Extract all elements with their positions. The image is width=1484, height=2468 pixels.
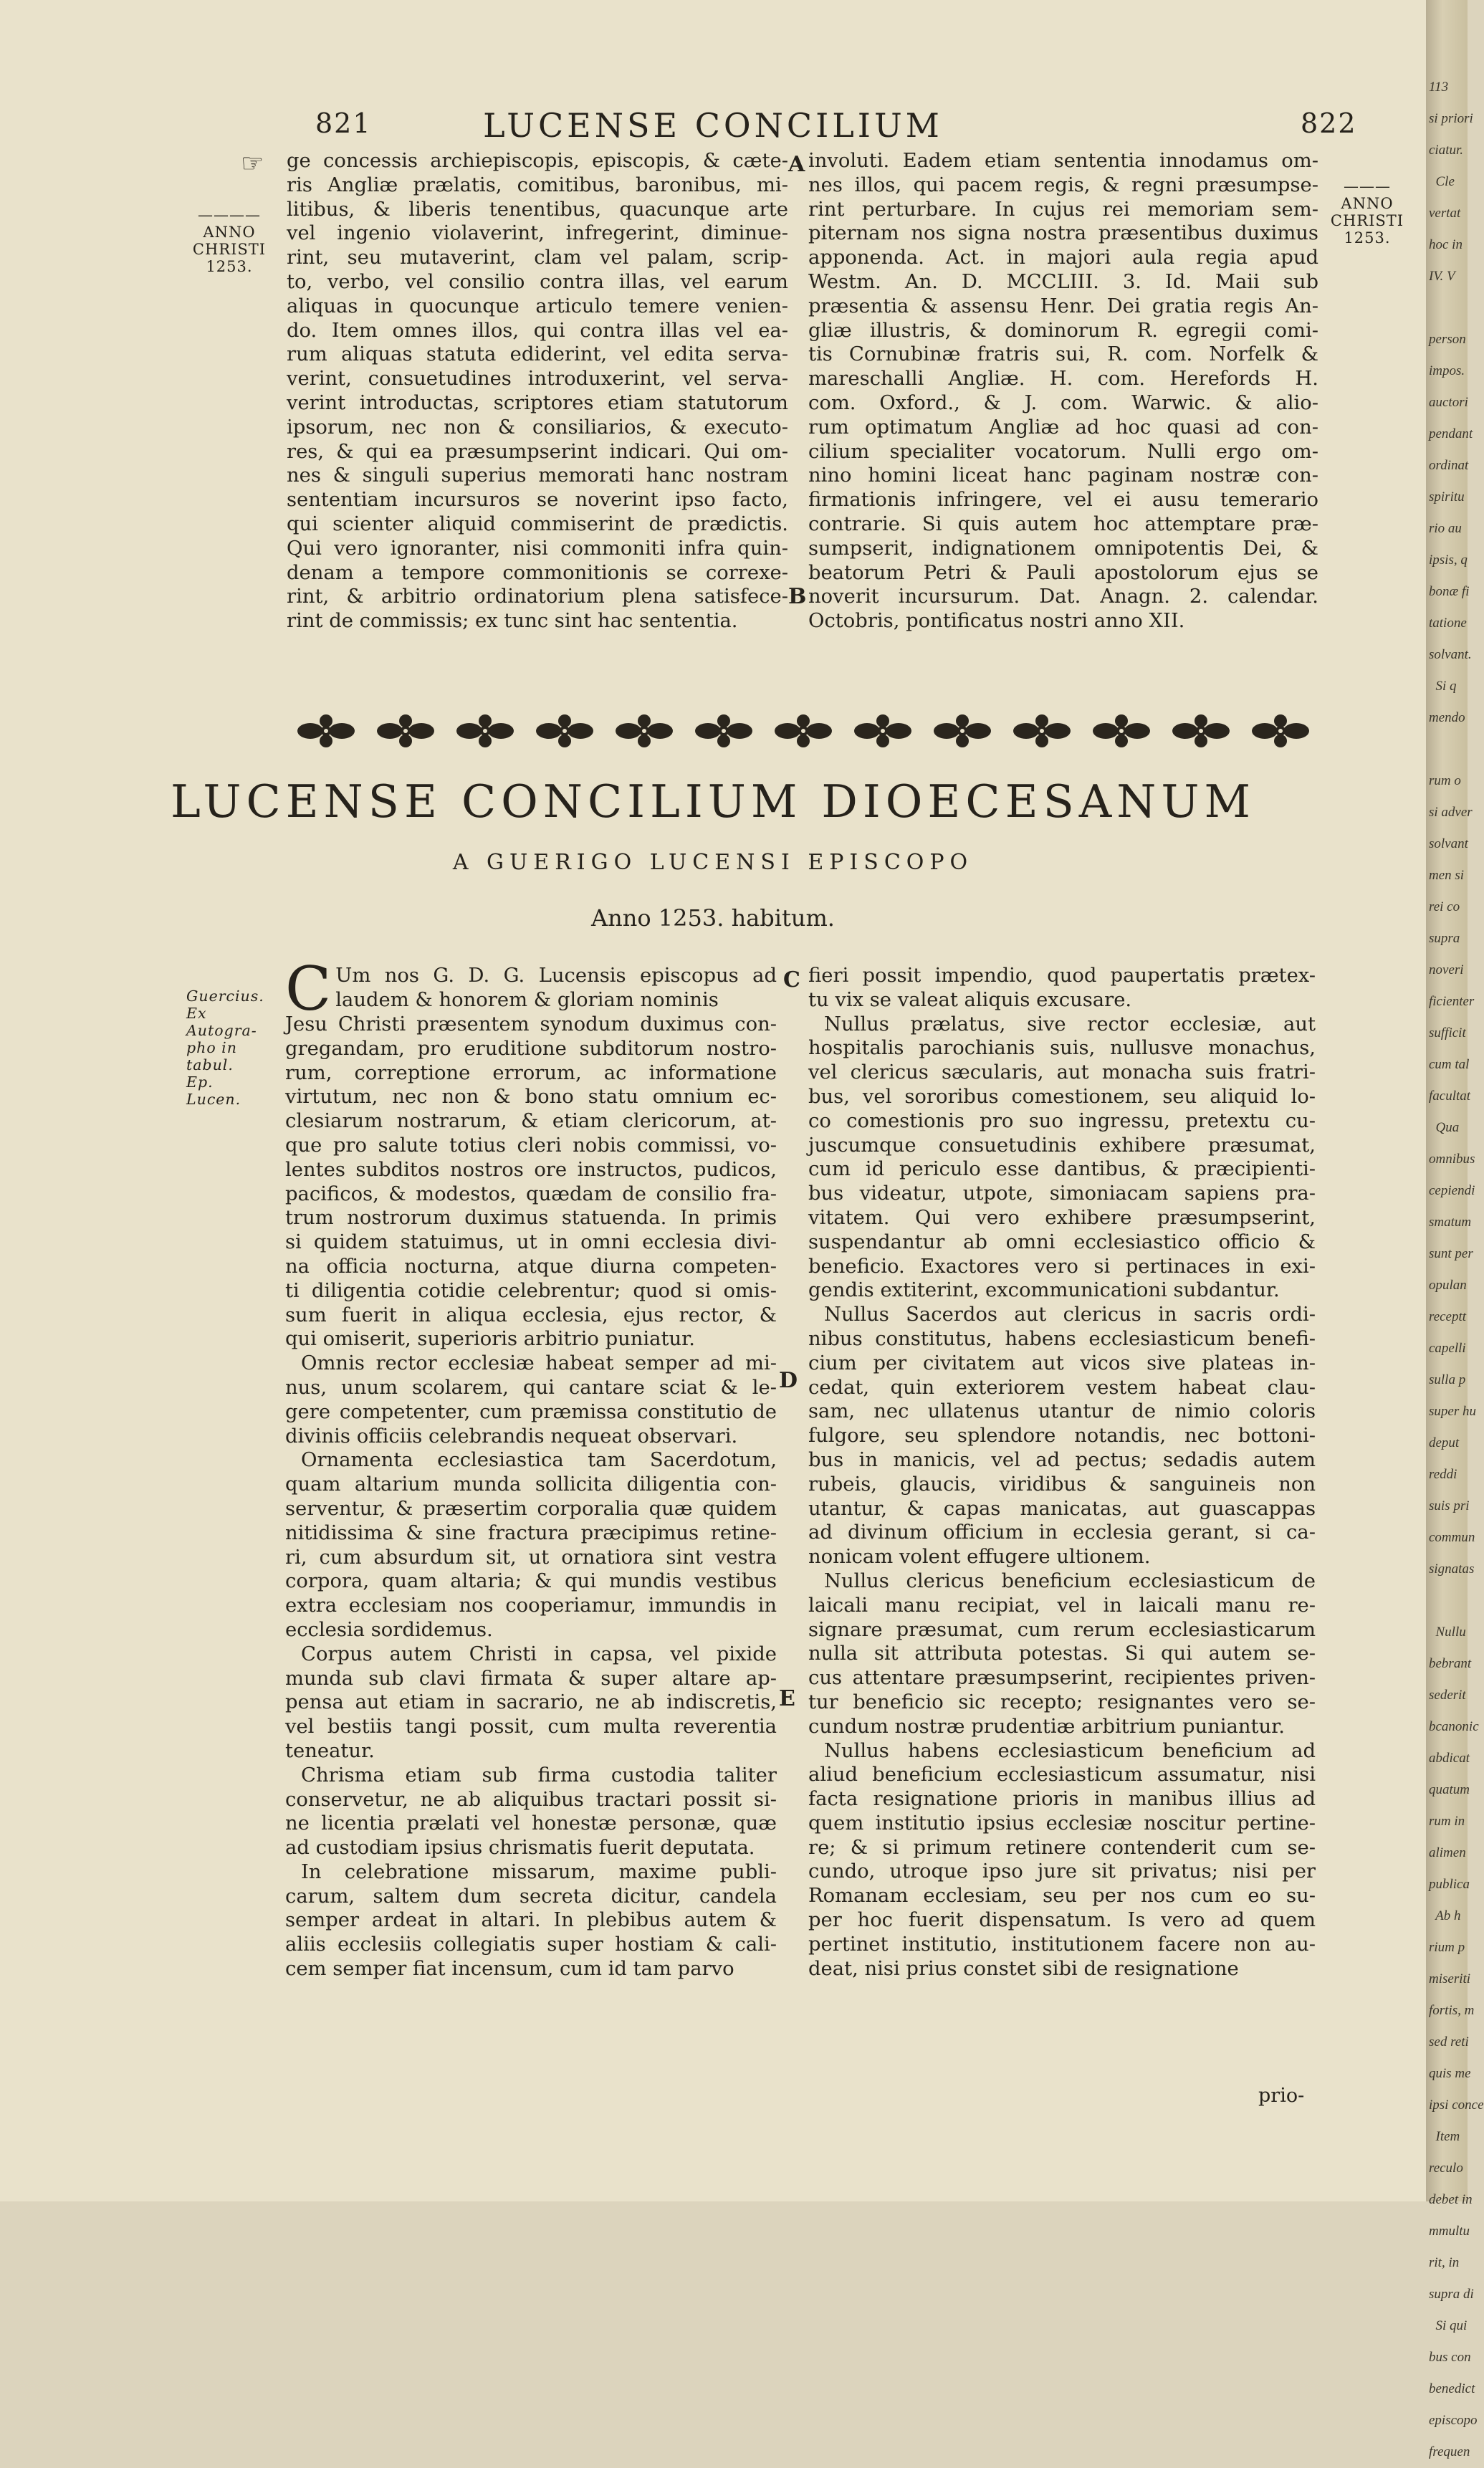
text-line: gregandam, pro eruditione subditorum nostro- (285, 1037, 777, 1060)
text-line: Chrisma etiam sub firma custodia taliter (301, 1764, 777, 1787)
text-line: Nullus Sacerdos aut clericus in sacris ordi- (824, 1304, 1316, 1326)
text-line: quem institutio ipsius ecclesiæ noscitur pertine- (808, 1812, 1316, 1835)
text-line: ti diligentia cotidie celebrentur; quod si omis- (285, 1279, 777, 1302)
text-line: ad custodiam ipsius chrismatis fuerit deputata. (285, 1837, 755, 1860)
page-number-left: 821 (315, 107, 372, 139)
text-line: rint perturbare. In cujus rei memoriam sem- (808, 198, 1318, 221)
text-line: verint introductas, scriptores etiam statutorum (287, 391, 788, 414)
drop-cap: C (285, 954, 332, 1024)
text-line: cum id periculo esse dantibus, & præcipienti- (808, 1158, 1316, 1181)
text-line: quam altarium munda sollicita diligentia con- (285, 1473, 777, 1496)
text-line: involuti. Eadem etiam sententia innodamus om- (808, 150, 1318, 172)
text-line: gere competenter, cum præmissa constitutio de (285, 1400, 777, 1423)
text-line: cedat, quin exteriorem vestem habeat clau- (808, 1376, 1316, 1399)
margin-note-anno-right (1324, 178, 1410, 247)
text-line: bus videatur, utpote, simoniacam sapiens pra- (808, 1182, 1316, 1205)
text-line: facta resignatione prioris in manibus illius ad (808, 1788, 1316, 1811)
text-line: cus attentare præsumpserint, recipientes priven- (808, 1667, 1316, 1690)
ornament-fleuron (1172, 714, 1230, 747)
text-line: do. Item omnes illos, qui contra illas vel ea- (287, 319, 788, 342)
ornament-band (287, 709, 1318, 752)
text-line: utantur, & capas manicatas, aut guascappas (808, 1497, 1316, 1520)
running-title: LUCENSE CONCILIUM (483, 106, 943, 145)
margin-year: 1253. (1344, 229, 1391, 247)
text-line: Jesu Christi præsentem synodum duximus con- (285, 1013, 777, 1035)
text-line: vel clericus sæcularis, aut monacha suis fratri- (808, 1061, 1316, 1084)
text-line: na officia nocturna, atque diurna competen- (285, 1255, 777, 1278)
text-line: rint, & arbitrio ordinatorium plena satisfece- (287, 585, 788, 608)
margin-source-line: Guercius. (186, 987, 264, 1005)
catchword: prio- (1258, 2085, 1305, 2107)
text-line: rum, correptione errorum, ac informatione (285, 1061, 777, 1084)
text-line: Octobris, pontificatus nostri anno XII. (808, 610, 1185, 633)
text-line: Nullus clericus beneficium ecclesiasticum de (824, 1569, 1316, 1592)
text-line: extra ecclesiam nos cooperiamur, immundis in (285, 1594, 777, 1617)
page-number-right: 822 (1301, 107, 1357, 139)
text-line: nibus constitutus, habens ecclesiasticum benefi- (808, 1327, 1316, 1350)
text-line: aliis ecclesiis collegiatis super hostiam & cali- (285, 1933, 777, 1956)
text-line: mareschalli Angliæ. H. com. Herefords H. (808, 368, 1318, 391)
text-line: conservetur, ne ab aliquibus tractari possit si- (285, 1788, 777, 1811)
text-line: qui omiserit, superioris arbitrio puniatur. (285, 1328, 695, 1351)
text-line: vel ingenio violaverint, infregerint, diminue- (287, 222, 788, 245)
text-line: tur beneficio sic recepto; resignantes vero se- (808, 1690, 1316, 1713)
section-subtitle: A GUERIGO LUCENSI EPISCOPO (452, 850, 974, 875)
text-line: tis Cornubinæ fratris sui, R. com. Norfelk & (808, 343, 1318, 366)
text-line: juscumque consuetudinis exhibere præsumat, (808, 1134, 1316, 1157)
text-line: Corpus autem Christi in capsa, vel pixide (301, 1642, 777, 1665)
text-line: laicali manu recipiat, vel in laicali manu re- (808, 1594, 1316, 1617)
text-line: nes illos, qui pacem regis, & regni præsumpse- (808, 173, 1318, 196)
text-line: tu vix se valeat aliquis excusare. (808, 988, 1132, 1011)
ornament-fleuron (854, 714, 911, 747)
text-line: lentes subditos nostros ore instructos, pudicos, (285, 1158, 777, 1181)
text-line: per hoc fuerit dispensatum. Is vero ad quem (808, 1909, 1316, 1932)
text-line: pertinet institutio, institutionem facere non au- (808, 1933, 1316, 1956)
text-line: sum fuerit in aliqua ecclesia, ejus rector, & (285, 1304, 777, 1326)
text-line: Romanam ecclesiam, seu per nos cum eo su- (808, 1885, 1316, 1908)
ornament-fleuron (1252, 714, 1309, 747)
text-line: Um nos G. D. G. Lucensis episcopus ad (335, 965, 777, 987)
text-line: apponenda. Act. in majori aula regia apud (808, 247, 1318, 269)
text-line: pacificos, & modestos, quædam de consilio fra- (285, 1182, 777, 1205)
text-line: beneficio. Exactores vero si pertinaces in exi- (808, 1255, 1316, 1278)
section-letter-b: B (788, 584, 807, 609)
text-line: hospitalis parochianis suis, nullusve monachus, (808, 1037, 1316, 1060)
section-title: LUCENSE CONCILIUM DIOECESANUM (170, 775, 1255, 828)
text-line: divinis officiis celebrandis nequeat observari. (285, 1425, 738, 1448)
text-line: ne licentia prælati vel honestæ personæ, quæ (285, 1812, 777, 1835)
text-line: firmationis infringere, vel ei ausu temerario (808, 489, 1318, 512)
bottom-left-column (285, 954, 777, 1981)
text-line: sententiam incursuros se noverint ipso facto, (287, 489, 788, 512)
text-line: fieri possit impendio, quod paupertatis prætex- (808, 965, 1316, 987)
text-line: nonicam volent effugere ultionem. (808, 1546, 1151, 1569)
text-line: clesiarum nostrarum, & etiam clericorum, at- (285, 1110, 777, 1133)
text-line: fulgore, seu splendore notandis, nec bottoni- (808, 1425, 1316, 1448)
text-line: nulla sit attributa potestas. Si qui autem se- (808, 1642, 1316, 1665)
margin-dash: ——— (1344, 178, 1391, 195)
text-line: cilium specialiter vocatorum. Nulli ergo om- (808, 440, 1318, 463)
text-line: præsentia & assensu Henr. Dei gratia regis An- (808, 295, 1318, 317)
text-line: ris Angliæ prælatis, comitibus, baronibus, mi- (287, 173, 788, 196)
margin-christi: CHRISTI (192, 241, 267, 258)
text-line: Ornamenta ecclesiastica tam Sacerdotum, (301, 1449, 777, 1472)
ornament-fleuron (1013, 714, 1071, 747)
text-line: nes & singuli superius memorati hanc nostram (287, 464, 788, 487)
text-line: sam, nec ullatenus utantur de nimio coloris (808, 1400, 1316, 1423)
text-line: re; & si primum retinere contenderit cum se- (808, 1836, 1316, 1859)
text-line: trum nostrorum duximus statuenda. In primis (285, 1207, 777, 1230)
text-line: pensa aut etiam in sacrario, ne ab indiscretis, (285, 1691, 777, 1714)
bottom-right-column (808, 964, 1316, 1981)
text-line: munda sub clavi firmata & super altare ap- (285, 1667, 777, 1690)
text-line: denam a tempore commonitionis se correxe- (287, 561, 788, 584)
text-line: com. Oxford., & J. com. Warwic. & alio- (808, 391, 1318, 414)
text-line: bus, vel sororibus comestionem, seu aliquid lo- (808, 1085, 1316, 1108)
text-line: ri, cum absurdum sit, ut ornatiora sint vestra (285, 1546, 777, 1569)
text-line: signare præsumat, cum rerum ecclesiasticarum (808, 1618, 1316, 1641)
text-line: cem semper fiat incensum, cum id tam parvo (285, 1958, 734, 1981)
text-line: aliud beneficium ecclesiasticum assumatur, nisi (808, 1764, 1316, 1787)
text-line: aliquas in quocunque articulo temere venien- (287, 295, 788, 317)
text-line: nitidissima & sine fractura præcipimus retine- (285, 1521, 777, 1544)
text-line: verint, consuetudines introduxerint, vel serva- (287, 368, 788, 391)
top-left-column (287, 149, 788, 633)
margin-note-anno-left (186, 206, 272, 275)
text-line: beatorum Petri & Pauli apostolorum ejus se (808, 561, 1318, 584)
margin-anno: ANNO (203, 224, 256, 241)
ornament-fleuron (934, 714, 991, 747)
margin-source-line: pho in tabul. (186, 1039, 237, 1073)
text-line: Qui vero ignoranter, nisi commoniti infra quin- (287, 537, 788, 560)
section-letter-c: C (783, 967, 800, 993)
text-line: cundo, utroque ipso jure sit privatus; nisi per (808, 1860, 1316, 1883)
text-line: rum optimatum Angliæ ad hoc quasi ad con- (808, 416, 1318, 439)
text-line: Omnis rector ecclesiæ habeat semper ad mi- (301, 1352, 777, 1375)
text-line: qui scienter aliquid commiserint de prædictis. (287, 512, 788, 535)
text-line: sumpserit, indignationem omnipotentis Dei, & (808, 537, 1318, 560)
text-line: vitatem. Qui vero exhibere præsumpserint, (808, 1206, 1316, 1229)
text-line: Nullus habens ecclesiasticum beneficium ad (824, 1739, 1316, 1762)
margin-year: 1253. (206, 258, 253, 275)
text-line: In celebratione missarum, maxime publi- (301, 1860, 777, 1883)
text-line: laudem & honorem & gloriam nominis (335, 988, 719, 1011)
text-line: rum aliquas statuta ediderint, vel edita serva- (287, 343, 788, 366)
section-year: Anno 1253. habitum. (591, 904, 835, 932)
text-line: deat, nisi prius constet sibi de resignatione (808, 1957, 1239, 1980)
text-line: ad divinum officium in ecclesia gerant, si ca- (808, 1521, 1316, 1544)
text-line: serventur, & præsertim corporalia quæ quidem (285, 1497, 777, 1520)
facing-page-text: 113 si priori ciatur. Cle vertat hoc in IV. V person impos. auctori pendant ordinat spiritu rio au ipsis, q bonæ fi tatione solvant. Si q mendo rum o si adver solvant men si rei co supra noveri ficienter sufficit cum tal facultat Qua omnibus cepiendi smatum sunt per opulan receptt capelli sulla p super hu deput reddi suis pri commun signatas Nullu bebrant sederit bcanonic abdicat quatum rum in alimen publica Ab h rium p miseriti fortis, m sed reti quis me ipsi conce Item reculo debet mmultu rit, in supra di Si qui bus con benedict episcopo frequen (1429, 80, 1484, 2459)
margin-anno: ANNO (1341, 195, 1394, 212)
text-line: litibus, & liberis tenentibus, quacunque arte (287, 198, 788, 221)
text-line: Westm. An. D. MCCLIII. 3. Id. Maii sub (808, 270, 1318, 293)
text-line: ge concessis archiepiscopis, episcopis, & cæte- (287, 150, 788, 172)
text-line: que pro salute totius cleri nobis commissi, vo- (285, 1134, 777, 1157)
text-line: piternam nos signa nostra præsentibus duximus (808, 222, 1318, 245)
text-line: gliæ illustris, & dominorum R. egregii comi- (808, 319, 1318, 342)
text-line: cundum nostræ prudentiæ arbitrium puniantur. (808, 1715, 1285, 1738)
section-letter-e: E (779, 1686, 795, 1711)
text-line: gendis extiterint, excommunicationi subdantur. (808, 1279, 1280, 1302)
text-line: res, & qui ea præsumpserint indicari. Qui om- (287, 440, 788, 463)
text-line: nus, unum scolarem, qui cantare sciat & le- (285, 1376, 777, 1399)
ornament-fleuron (695, 714, 752, 747)
text-line: teneatur. (285, 1739, 375, 1762)
text-line: noverit incursurum. Dat. Anagn. 2. calendar. (808, 585, 1318, 608)
margin-source-line: Ep. Lucen. (186, 1073, 241, 1108)
ornament-fleuron (377, 714, 434, 747)
text-line: bus in manicis, vel ad pectus; sedadis autem (808, 1448, 1316, 1471)
pointing-hand-icon: ☞ (241, 149, 264, 178)
text-line: virtutum, nec non & bono statu omnium ec- (285, 1086, 777, 1109)
ornament-fleuron (536, 714, 593, 747)
text-line: co comestionis pro suo ingressu, pretextu cu- (808, 1109, 1316, 1132)
margin-dash: ———— (198, 206, 261, 224)
text-line: ipsorum, nec non & consiliarios, & executo- (287, 416, 788, 439)
section-letter-a: A (788, 152, 805, 177)
ornament-fleuron (616, 714, 673, 747)
ornament-fleuron (456, 714, 514, 747)
text-line: corpora, quam altaria; & qui mundis vestibus (285, 1570, 777, 1593)
margin-christi: CHRISTI (1330, 212, 1404, 229)
text-line: to, verbo, vel consilio contra illas, vel earum (287, 270, 788, 293)
text-line: suspendantur ab omni ecclesiastico officio & (808, 1230, 1316, 1253)
text-line: vel bestiis tangi possit, cum multa reverentia (285, 1716, 777, 1738)
margin-source-line: Ex Autogra- (186, 1005, 257, 1039)
text-line: nino homini liceat hanc paginam nostræ con- (808, 464, 1318, 487)
text-line: semper ardeat in altari. In plebibus autem & (285, 1909, 777, 1932)
left-body-lines (285, 1013, 777, 1981)
text-line: rubeis, glaucis, viridibus & sanguineis non (808, 1473, 1316, 1496)
text-line: rint de commissis; ex tunc sint hac sententia. (287, 610, 738, 633)
text-line: carum, saltem dum secreta dicitur, candela (285, 1885, 777, 1908)
ornament-fleuron (297, 714, 355, 747)
ornament-fleuron (775, 714, 832, 747)
section-letter-d: D (779, 1368, 798, 1393)
text-line: si quidem statuimus, ut in omni ecclesia divi- (285, 1231, 777, 1254)
margin-source-note (186, 987, 272, 1108)
text-line: ecclesia sordidemus. (285, 1618, 493, 1641)
text-line: rint, seu mutaverint, clam vel palam, scrip- (287, 247, 788, 269)
text-line: cium per civitatem aut vicos sive plateas in- (808, 1352, 1316, 1374)
ornament-fleuron (1093, 714, 1150, 747)
text-line: contrarie. Si quis autem hoc attemptare præ- (808, 512, 1318, 535)
top-right-column (808, 149, 1318, 633)
text-line: Nullus prælatus, sive rector ecclesiæ, aut (824, 1013, 1316, 1035)
